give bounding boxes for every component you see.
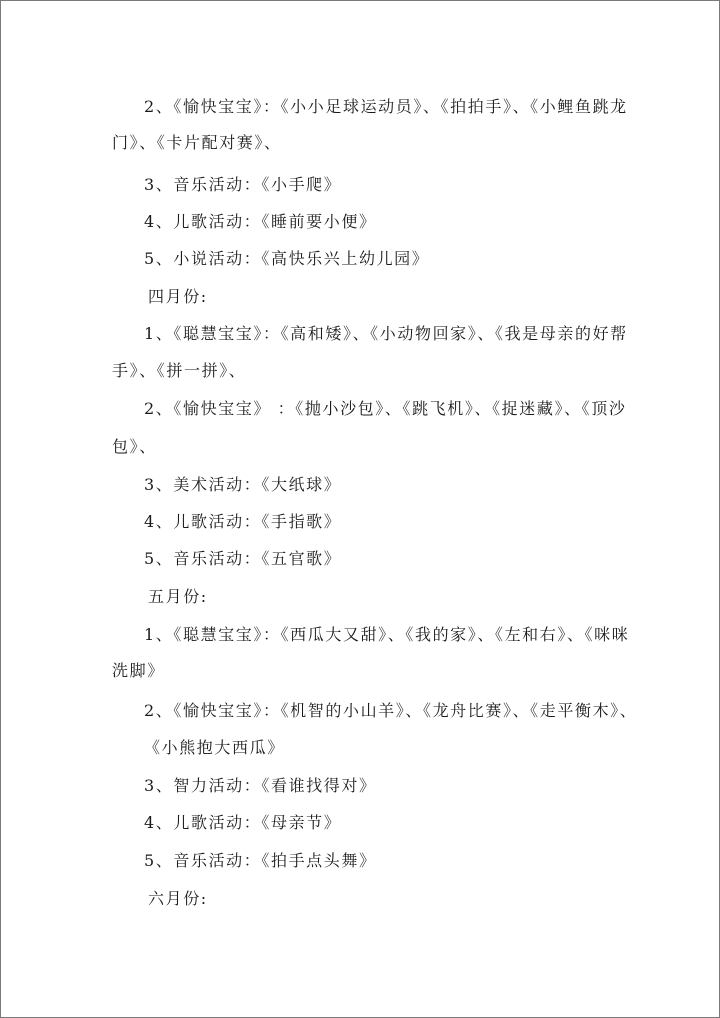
text-line: 5、音乐活动：《五官歌》 — [144, 549, 342, 568]
text-line: 洗脚》 — [112, 661, 165, 680]
text-line: 3、美术活动：《大纸球》 — [144, 475, 342, 494]
text-line: 《小熊抱大西瓜》 — [144, 738, 285, 757]
text-line: 3、智力活动：《看谁找得对》 — [144, 776, 377, 795]
text-line: 手》、《拼一拼》、 — [112, 361, 247, 380]
text-line: 4、儿歌活动：《母亲节》 — [144, 813, 342, 832]
text-line: 1、《聪慧宝宝》：《高和矮》、《小动物回家》、《我是母亲的好帮 — [144, 324, 628, 343]
section-heading-april: 四月份: — [148, 287, 208, 306]
text-line: 1、《聪慧宝宝》：《西瓜大又甜》、《我的家》、《左和右》、《咪咪 — [144, 625, 630, 644]
text-line: 2、《愉快宝宝》 ：《抛小沙包》、《跳飞机》、《捉迷藏》、《顶沙 — [144, 399, 627, 418]
text-line: 门》、《卡片配对赛》、 — [112, 133, 282, 152]
section-heading-may: 五月份: — [148, 587, 208, 606]
text-line: 5、音乐活动：《拍手点头舞》 — [144, 851, 377, 870]
text-line: 4、儿歌活动：《睡前要小便》 — [144, 212, 377, 231]
text-line: 5、小说活动：《高快乐兴上幼儿园》 — [144, 249, 430, 268]
section-heading-june: 六月份: — [148, 889, 208, 908]
text-line: 2、《愉快宝宝》：《机智的小山羊》、《龙舟比赛》、《走平衡木》、 — [144, 701, 638, 720]
text-line: 2、《愉快宝宝》：《小小足球运动员》、《拍拍手》、《小鲤鱼跳龙 — [144, 97, 628, 116]
text-line: 3、音乐活动：《小手爬》 — [144, 175, 342, 194]
text-line: 包》、 — [112, 437, 157, 456]
text-line: 4、儿歌活动：《手指歌》 — [144, 512, 342, 531]
